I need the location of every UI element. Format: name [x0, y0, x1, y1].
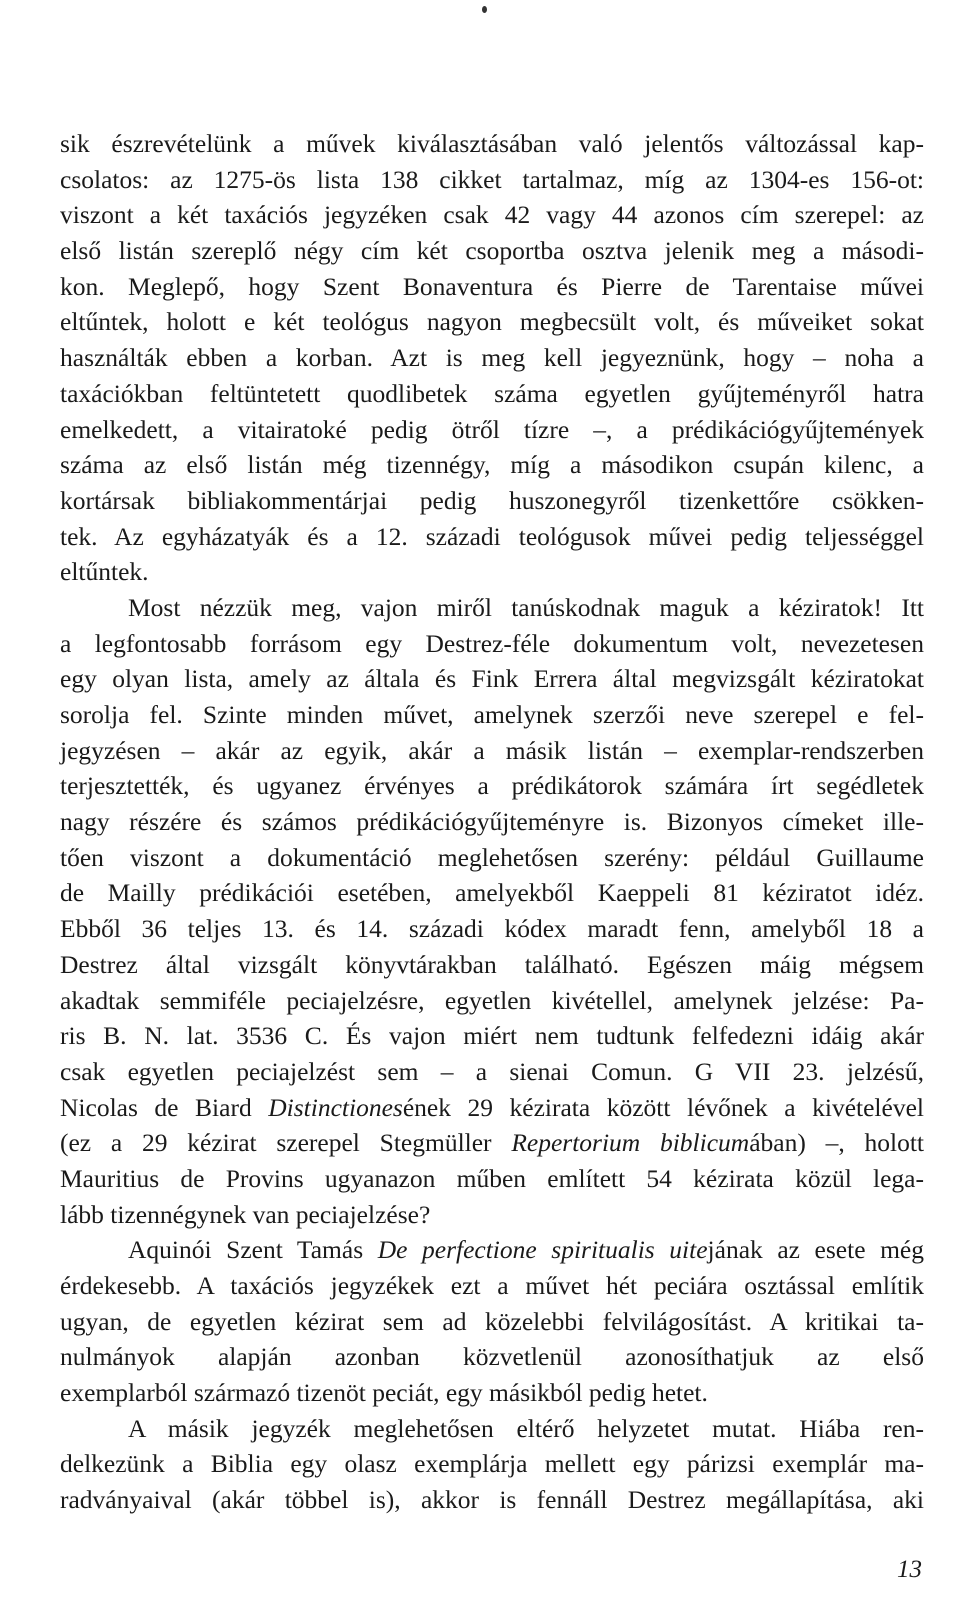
text-line: sorolja fel. Szinte minden művet, amelynek szerzői neve szerepel e fel- — [60, 700, 924, 729]
italic-title: De perfectione spiritualis uite — [377, 1235, 708, 1265]
text-line: sik észrevételünk a művek kiválasztásában való jelentős változással kap- — [60, 129, 924, 158]
text-line: Ebből 36 teljes 13. és 14. századi kódex maradt fenn, amelyből 18 a — [60, 914, 924, 944]
text-line: eltűntek. — [60, 557, 149, 587]
text-line: száma az első listán még tizennégy, míg a másodikon csupán kilenc, a — [60, 450, 924, 480]
text-line: viszont a két taxációs jegyzéken csak 42 vagy 44 azonos cím szerepel: az — [60, 200, 924, 230]
text-line: tően viszont a dokumentáció meglehetősen szerény: például Guillaume — [60, 842, 924, 872]
text-segment: ában) –, holott — [749, 1128, 925, 1158]
text-line: emelkedett, a vitairatoké pedig ötről tízre –, a prédikációgyűjtemények — [60, 414, 924, 444]
text-line: első listán szereplő négy cím két csoportba osztva jelenik meg a másodi- — [60, 236, 924, 266]
text-line — [60, 1125, 924, 1161]
text-segment: Nicolas de Biard — [60, 1092, 269, 1122]
text-line: eltűntek, holott e két teológus nagyon megbecsült volt, és műveiket sokat — [60, 307, 924, 337]
text-line: jegyzésen – akár az egyik, akár a másik listán – exemplar-rendszerben — [60, 735, 924, 765]
text-line: Mauritius de Provins ugyanazon műben említett 54 kézirata közül lega- — [60, 1163, 924, 1193]
text-line: delkezünk a Biblia egy olasz exemplárja mellett egy párizsi exemplár ma- — [60, 1449, 924, 1479]
text-line: tek. Az egyházatyák és a 12. századi teológusok művei pedig teljességgel — [60, 521, 924, 551]
text-line: lább tizennégynek van peciajelzése? — [60, 1199, 431, 1229]
text-line: nagy részére és számos prédikációgyűjteményre is. Bizonyos címeket ille- — [60, 807, 924, 837]
scan-speck-top — [482, 6, 487, 13]
text-line: A másik jegyzék meglehetősen eltérő helyzetet mutat. Hiába ren- — [128, 1413, 924, 1443]
text-line: kon. Meglepő, hogy Szent Bonaventura és Pierre de Tarentaise művei — [60, 271, 924, 301]
text-line: akadtak semmiféle peciajelzésre, egyetlen kivétellel, amelynek jelzése: Pa- — [60, 985, 924, 1015]
text-segment: jának az esete még — [707, 1235, 924, 1265]
text-line: taxációkban feltüntetett quodlibetek száma egyetlen gyűjteményről hatra — [60, 378, 924, 408]
text-line: kortársak bibliakommentárjai pedig huszonegyről tizenkettőre csökken- — [60, 485, 924, 515]
text-line: terjesztették, és ugyanez érvényes a prédikátorok számára írt segédletek — [60, 771, 924, 801]
text-line: csolatos: az 1275-ös lista 138 cikket tartalmaz, míg az 1304-es 156-ot: — [60, 164, 924, 194]
text-line: ugyan, de egyetlen kézirat sem ad közelebbi felvilágosítást. A kritikai ta- — [60, 1306, 924, 1336]
text-segment: ének 29 kézirata között lévőnek a kivételével — [402, 1092, 924, 1122]
text-line: a legfontosabb forrásom egy Destrez-féle dokumentum volt, nevezetesen — [60, 628, 924, 658]
text-line: csak egyetlen peciajelzést sem – a sienai Comun. G VII 23. jelzésű, — [60, 1056, 924, 1086]
text-line: exemplarból származó tizenöt peciát, egy másikból pedig hetet. — [60, 1378, 708, 1408]
text-line — [60, 1090, 924, 1126]
page-number: 13 — [897, 1556, 922, 1583]
text-line: nulmányok alapján azonban közvetlenül azonosíthatjuk az első — [60, 1342, 924, 1372]
page-body — [60, 126, 924, 1518]
text-line: használták ebben a korban. Azt is meg kell jegyeznünk, hogy – noha a — [60, 343, 924, 373]
text-line — [60, 1232, 924, 1268]
text-line: de Mailly prédikációi esetében, amelyekből Kaeppeli 81 kéziratot idéz. — [60, 878, 924, 908]
text-segment: (ez a 29 kézirat szerepel Stegmüller — [60, 1128, 512, 1158]
text-line: Most nézzük meg, vajon miről tanúskodnak maguk a kéziratok! Itt — [128, 592, 924, 622]
text-line: radványaival (akár többel is), akkor is fennáll Destrez megállapítása, aki — [60, 1485, 924, 1515]
italic-title: Repertorium biblicum — [511, 1128, 750, 1158]
text-line: érdekesebb. A taxációs jegyzékek ezt a művet hét peciára osztással említik — [60, 1271, 924, 1300]
text-line: ris B. N. lat. 3536 C. És vajon miért nem tudtunk felfedezni idáig akár — [60, 1021, 924, 1051]
text-line: Destrez által vizsgált könyvtárakban található. Egészen máig mégsem — [60, 949, 924, 979]
italic-title: Distinctiones — [268, 1092, 403, 1122]
text-segment: Aquinói Szent Tamás — [128, 1235, 378, 1265]
text-line: egy olyan lista, amely az általa és Fink Errera által megvizsgált kéziratokat — [60, 664, 924, 694]
